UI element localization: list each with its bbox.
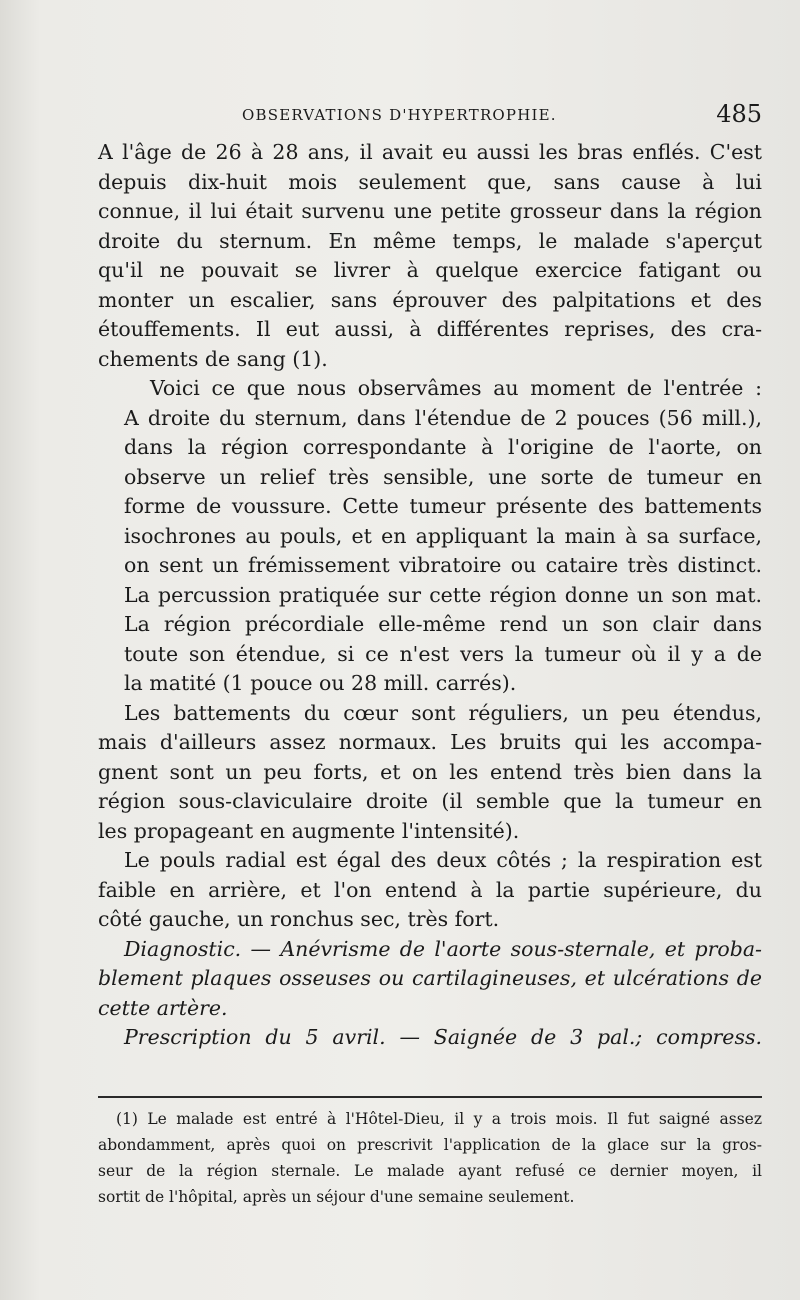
text-line: depuis dix-huit mois seulement que, sans cause à lui [98, 169, 762, 194]
footnote-line: (1) Le malade est entré à l'Hôtel-Dieu, il y a trois mois. Il fut saigné assez [116, 1110, 762, 1128]
text-line: Le pouls radial est égal des deux côtés ; la respiration est [124, 848, 762, 872]
paragraph-prescription [98, 1023, 762, 1053]
footnote-rule [98, 1096, 762, 1098]
footnote-line: seur de la région sternale. Le malade ayant refusé ce dernier moyen, il [98, 1162, 762, 1180]
text-line: Diagnostic. — Anévrisme de l'aorte sous-sternale, et proba- [124, 936, 762, 961]
page-header [98, 100, 762, 132]
paragraph-4 [98, 846, 762, 935]
text-line: isochrones au pouls, et en appliquant la main à sa surface, [124, 523, 762, 548]
text-line: chements de sang (1). [98, 346, 328, 371]
text-line: A l'âge de 26 à 28 ans, il avait eu aussi les bras enflés. C'est [98, 140, 762, 164]
body-text [98, 138, 762, 1053]
text-line: on sent un frémissement vibratoire ou cataire très distinct. [124, 553, 762, 577]
text-line: A droite du sternum, dans l'étendue de 2 pouces (56 mill.), [124, 405, 762, 430]
text-line: Voici ce que nous observâmes au moment de l'entrée : [150, 376, 762, 400]
text-line: région sous-claviculaire droite (il semble que la tumeur en [98, 789, 762, 813]
text-line: monter un escalier, sans éprouver des palpitations et des [98, 287, 762, 312]
footnote [98, 1106, 762, 1210]
text-line: les propageant en augmente l'intensité). [98, 818, 520, 843]
text-line: faible en arrière, et l'on entend à la partie supérieure, du [98, 877, 762, 902]
paragraph-diagnostic [98, 935, 762, 1024]
text-line: dans la région correspondante à l'origine de l'aorte, on [124, 435, 762, 459]
text-line: cette artère. [98, 995, 228, 1020]
running-head: OBSERVATIONS D'HYPERTROPHIE. [242, 106, 557, 124]
text-line: qu'il ne pouvait se livrer à quelque exercice fatigant ou [98, 258, 762, 282]
text-line: blement plaques osseuses ou cartilagineuses, et ulcérations de [98, 966, 762, 990]
paragraph-1 [98, 138, 762, 374]
text-line: La région précordiale elle-même rend un son clair dans [124, 612, 762, 636]
text-line: droite du sternum. En même temps, le malade s'aperçut [98, 228, 762, 253]
text-line: Les battements du cœur sont réguliers, un peu étendus, [124, 700, 762, 725]
footnote-line: abondamment, après quoi on prescrivit l'application de la glace sur la gros- [98, 1136, 762, 1154]
text-line: forme de voussure. Cette tumeur présente des battements [124, 494, 762, 518]
page-number: 485 [716, 100, 762, 128]
text-line: étouffements. Il eut aussi, à différentes reprises, des cra- [98, 317, 762, 341]
text-line: gnent sont un peu forts, et on les entend très bien dans la [98, 759, 762, 784]
text-line: Prescription du 5 avril. — Saignée de 3 pal.; compress. [124, 1025, 762, 1049]
footnote-line: sortit de l'hôpital, après un séjour d'une semaine seulement. [98, 1188, 575, 1206]
text-line: côté gauche, un ronchus sec, très fort. [98, 907, 500, 931]
text-line: la matité (1 pouce ou 28 mill. carrés). [124, 671, 517, 695]
text-line: observe un relief très sensible, une sorte de tumeur en [124, 464, 762, 489]
paragraph-2 [98, 374, 762, 699]
text-line: La percussion pratiquée sur cette région donne un son mat. [124, 582, 762, 607]
text-line: toute son étendue, si ce n'est vers la tumeur où il y a de [124, 641, 762, 666]
text-line: mais d'ailleurs assez normaux. Les bruits qui les accompa- [98, 730, 762, 754]
text-line: connue, il lui était survenu une petite grosseur dans la région [98, 199, 762, 223]
paragraph-3 [98, 699, 762, 847]
